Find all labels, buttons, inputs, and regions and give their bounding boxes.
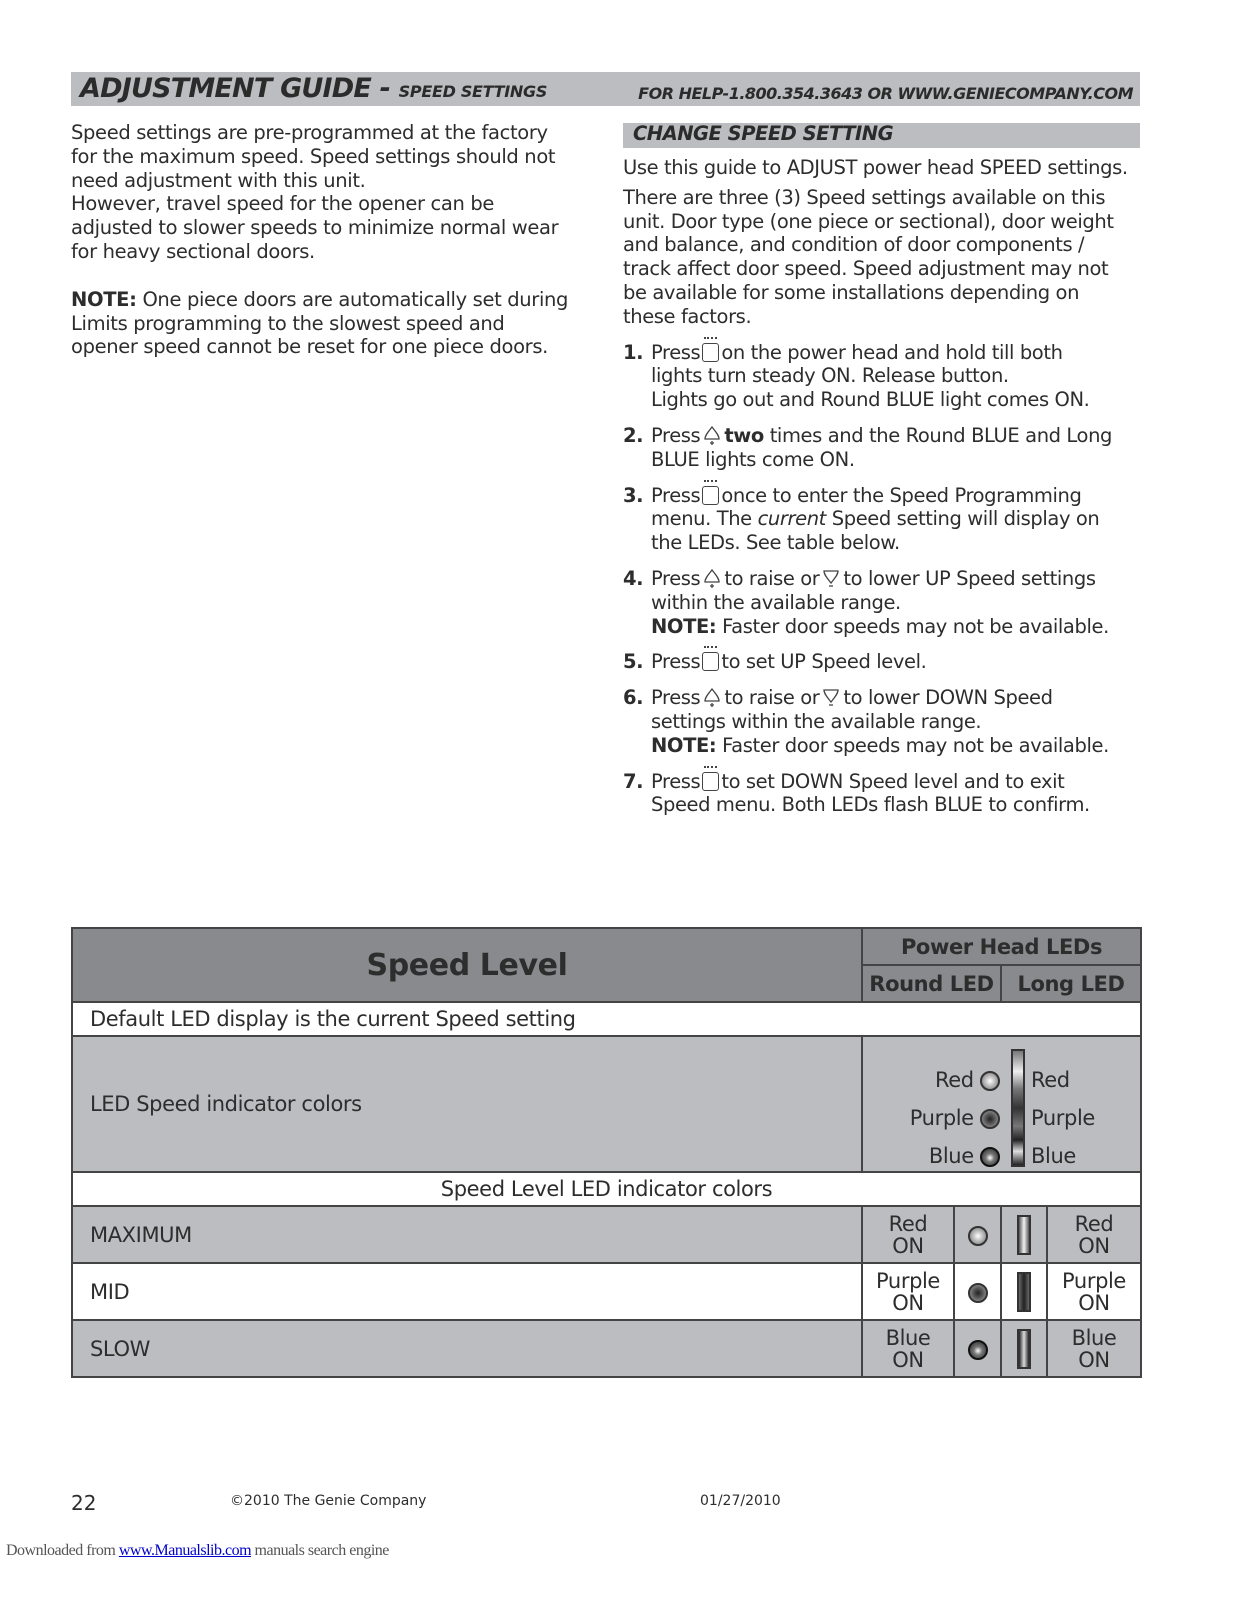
speed-level-name: MID: [72, 1263, 862, 1320]
step-item: 7. Press to set DOWN Speed level and to exit Speed menu. Both LEDs flash BLUE to confirm.: [623, 769, 1090, 817]
page-title: [80, 73, 547, 104]
document-date: 01/27/2010: [700, 1493, 781, 1509]
step-item: 5. Press to set UP Speed level.: [623, 650, 927, 674]
step-number: 2.: [623, 423, 644, 447]
step-item: 6. Press to raise or to lower DOWN Speed settings within the available range. NOTE: Faster door speeds may not be available.: [623, 686, 1109, 757]
speed-level-name: SLOW: [72, 1320, 862, 1377]
long-led-state: Red ON: [1047, 1206, 1141, 1263]
long-led-bar-icon: [1011, 1049, 1025, 1167]
note-line: opener speed cannot be reset for one piece doors.: [71, 335, 548, 359]
instructions-intro: Use this guide to ADJUST power head SPEED settings.: [623, 156, 1128, 179]
round-led-purple-icon: [968, 1283, 988, 1303]
default-row: Default LED display is the current Speed setting: [72, 1002, 1141, 1036]
round-led-red-icon: [980, 1071, 1000, 1091]
manualslib-link[interactable]: www.Manualslib.com: [118, 1542, 252, 1559]
note-label: NOTE:: [71, 287, 137, 311]
round-led-red-icon: [968, 1226, 988, 1246]
indicator-subheader: Speed Level LED indicator colors: [72, 1172, 1141, 1206]
page-number: 22: [71, 1491, 97, 1515]
long-led-blue-icon: [1017, 1329, 1031, 1369]
step-item: 2. Press two times and the Round BLUE and Long BLUE lights come ON.: [623, 423, 1113, 471]
program-set-button-icon: [702, 343, 719, 362]
round-led-purple-icon: [980, 1109, 1000, 1129]
round-led-state: Blue ON: [862, 1320, 954, 1377]
intro-line: for the maximum speed. Speed settings should not: [71, 144, 556, 168]
header-long-led: Long LED: [1001, 965, 1141, 1002]
program-set-button-icon: [702, 652, 719, 671]
step-number: 1.: [623, 340, 644, 364]
up-plus-button-icon: [702, 425, 722, 445]
intro-line: need adjustment with this unit.: [71, 168, 366, 192]
step-item: 1. Press on the power head and hold till both lights turn steady ON. Release button. Lights go out and Round BLUE light comes ON.: [623, 340, 1090, 412]
down-minus-button-icon: [821, 568, 841, 588]
indicator-label: LED Speed indicator colors: [72, 1036, 862, 1172]
step-number: 3.: [623, 483, 644, 507]
step-item: 4. Press to raise or to lower UP Speed settings within the available range. NOTE: Faster door speeds may not be available.: [623, 566, 1109, 638]
section-title: CHANGE SPEED SETTING: [633, 122, 894, 145]
note-line: NOTE: One piece doors are automatically set during: [71, 287, 569, 311]
step-number: 5.: [623, 650, 644, 674]
note-line: Limits programming to the slowest speed and: [71, 311, 505, 335]
table-row: [72, 1263, 1141, 1320]
speed-level-name: MAXIMUM: [72, 1206, 862, 1263]
header-round-led: Round LED: [862, 965, 1001, 1002]
round-led-state: Purple ON: [862, 1263, 954, 1320]
page-subtitle: SPEED SETTINGS: [398, 82, 548, 101]
program-set-button-icon: [702, 486, 719, 505]
up-plus-button-icon: [702, 687, 722, 707]
step-number: 6.: [623, 686, 644, 710]
intro-line: adjusted to slower speeds to minimize normal wear: [71, 216, 559, 240]
steps-list: [623, 341, 1148, 818]
help-contact: FOR HELP-1.800.354.3643 OR WWW.GENIECOMPANY.COM: [638, 84, 1133, 103]
step-number: 4.: [623, 566, 644, 590]
long-led-state: Blue ON: [1047, 1320, 1141, 1377]
header-speed-level: Speed Level: [72, 928, 862, 1002]
intro-line: However, travel speed for the opener can be: [71, 192, 495, 216]
intro-line: Speed settings are pre-programmed at the factory: [71, 121, 548, 144]
speed-level-table: [71, 927, 1142, 1378]
step-item: 3. Press once to enter the Speed Programming menu. The current Speed setting will display on the LEDs. See table below.: [623, 483, 1100, 555]
table-row: [72, 1320, 1141, 1377]
page-title-main: ADJUSTMENT GUIDE -: [80, 73, 391, 104]
header-power-head-leds: Power Head LEDs: [862, 928, 1141, 965]
led-legend: Red Purple Blue Red Purple Blue: [862, 1036, 1141, 1172]
long-led-purple-icon: [1017, 1272, 1031, 1312]
instructions: [623, 156, 1148, 829]
table-row: [72, 1206, 1141, 1263]
intro-text: [71, 121, 591, 359]
step-number: 7.: [623, 769, 644, 793]
intro-line: for heavy sectional doors.: [71, 239, 315, 263]
round-led-blue-icon: [968, 1340, 988, 1360]
round-led-state: Red ON: [862, 1206, 954, 1263]
instructions-paragraph: There are three (3) Speed settings available on this unit. Door type (one piece or sectional), door weight and balance, and condition of door components / track affect door speed. Speed adjustment may not be available for some installations depending on these factors.: [623, 185, 1114, 328]
long-led-state: Purple ON: [1047, 1263, 1141, 1320]
program-set-button-icon: [702, 772, 719, 791]
download-banner: Downloaded from www.Manualslib.com manuals search engine: [6, 1542, 389, 1559]
copyright: ©2010 The Genie Company: [230, 1493, 427, 1509]
up-plus-button-icon: [702, 568, 722, 588]
down-minus-button-icon: [821, 687, 841, 707]
round-led-blue-icon: [980, 1147, 1000, 1167]
long-led-red-icon: [1017, 1215, 1031, 1255]
